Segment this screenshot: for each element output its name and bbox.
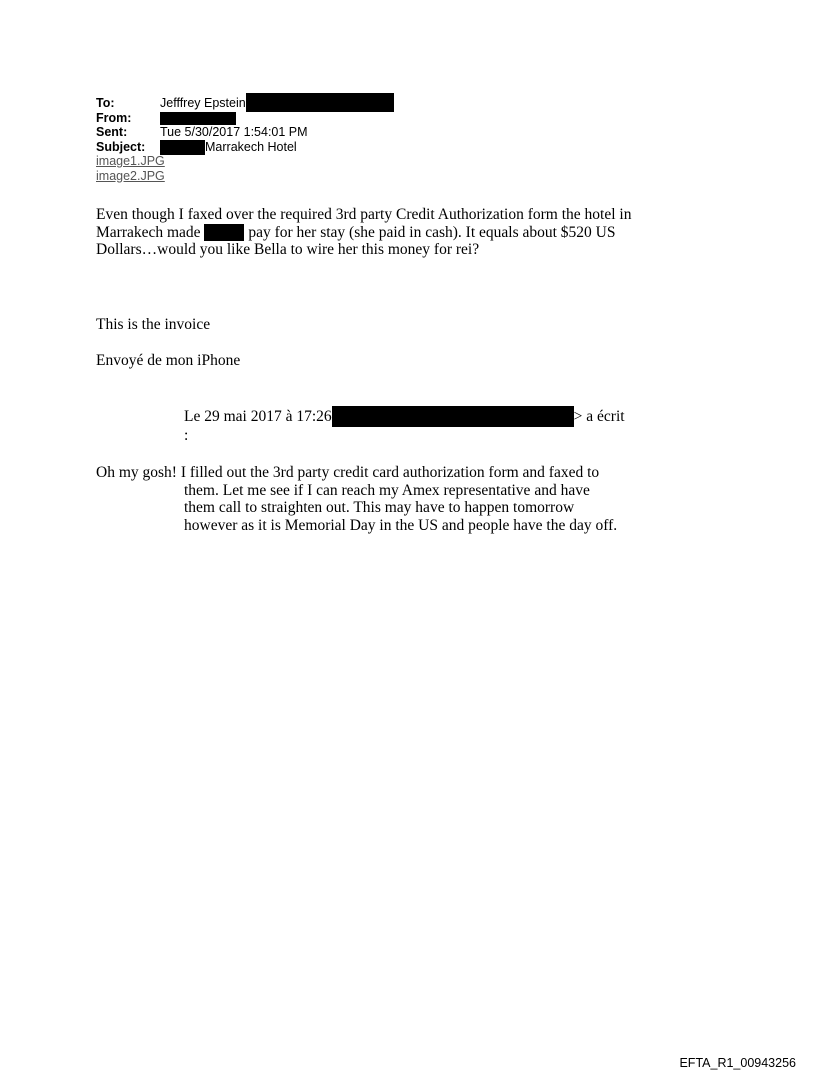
body-line: Dollars…would you like Bella to wire her this money for rei? [96, 241, 480, 258]
redaction-block [246, 93, 394, 112]
redaction-block [160, 140, 205, 155]
redaction-block [160, 112, 236, 125]
redaction-block [204, 224, 244, 241]
reply-header [184, 408, 625, 445]
body-line: Marrakech made pay for her stay (she paid in cash). It equals about $520 US [96, 223, 616, 241]
sent-value: Tue 5/30/2017 1:54:01 PM [160, 125, 308, 139]
to-label: To: [96, 96, 115, 110]
quote-line: them call to straighten out. This may have to happen tomorrow [184, 499, 575, 516]
message-paragraph [96, 206, 631, 259]
quote-line: however as it is Memorial Day in the US and people have the day off. [184, 516, 618, 534]
from-row [96, 111, 165, 126]
from-label: From: [96, 110, 132, 125]
to-row [96, 96, 246, 111]
signature-line: Envoyé de mon iPhone [96, 352, 241, 369]
invoice-line: This is the invoice [96, 316, 211, 333]
to-value: Jefffrey Epstein [160, 96, 246, 110]
document-id: EFTA_R1_00943256 [679, 1056, 796, 1070]
quote-line: them. Let me see if I can reach my Amex representative and have [184, 481, 590, 499]
reply-header-suffix: > a écrit [573, 408, 625, 425]
redaction-block [332, 406, 574, 427]
sent-row [96, 125, 308, 140]
reply-header-prefix: Le 29 mai 2017 à 17:26 [184, 408, 332, 425]
body-line: Even though I faxed over the required 3rd party Credit Authorization form the hotel in [96, 206, 632, 223]
attachment-link[interactable]: image2.JPG [96, 168, 165, 183]
quote-line: Oh my gosh! I filled out the 3rd party credit card authorization form and faxed to [96, 464, 600, 481]
subject-label: Subject: [96, 139, 146, 154]
email-header [96, 96, 308, 183]
sent-label: Sent: [96, 125, 128, 139]
attachment-link[interactable]: image1.JPG [96, 154, 165, 168]
reply-header-colon: : [184, 427, 189, 444]
subject-row [96, 139, 297, 155]
quoted-message [96, 464, 617, 534]
subject-value: Marrakech Hotel [205, 139, 297, 154]
